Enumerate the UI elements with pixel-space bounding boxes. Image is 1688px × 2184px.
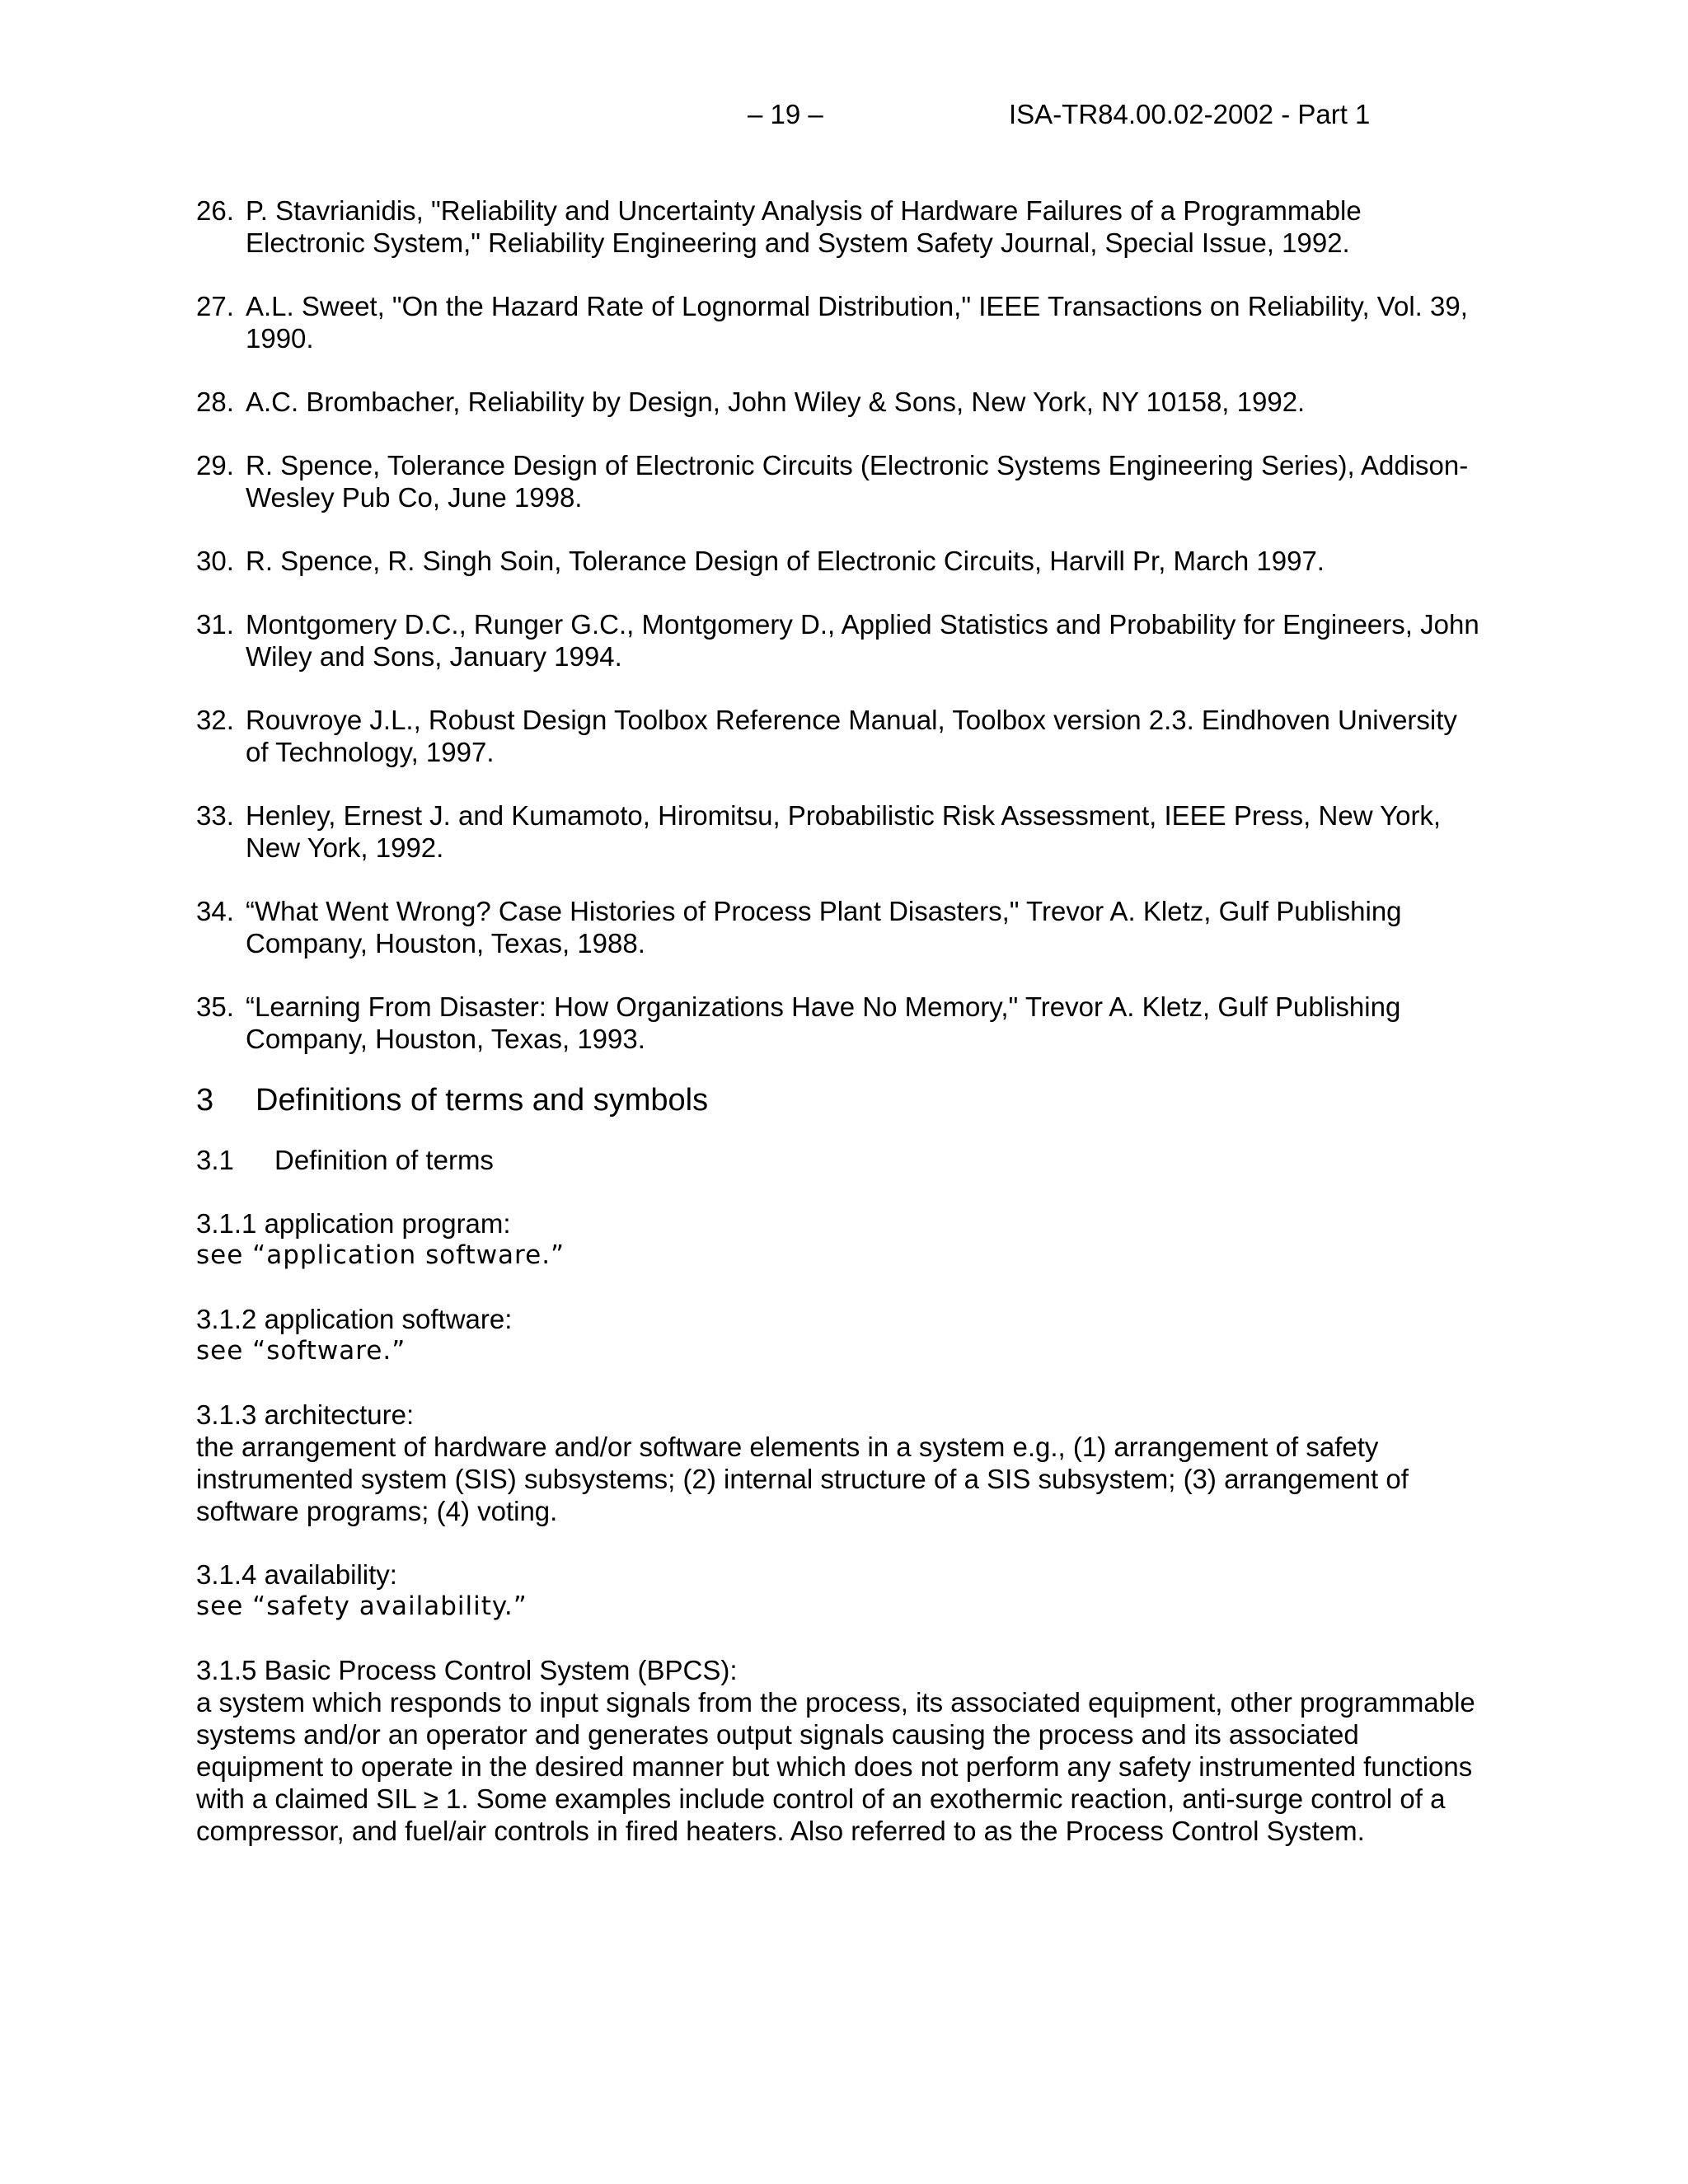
reference-item — [196, 449, 1482, 513]
reference-item — [196, 545, 1482, 577]
reference-item — [196, 290, 1482, 354]
term-title: 3.1.3 architecture: — [196, 1399, 415, 1430]
term-title: 3.1.2 application software: — [196, 1304, 513, 1334]
document-id: ISA-TR84.00.02-2002 - Part 1 — [1009, 99, 1371, 129]
term-title: 3.1.1 application program: — [196, 1208, 511, 1239]
term-entry — [196, 1399, 1482, 1527]
term-definition: a system which responds to input signals from the process, its associated equipment, other programmable systems and/or an operator and generates output signals causing the process and its associated equipment to operate in the desired manner but which does not perform any safety instrumented functions with a claimed SIL ≥ 1. Some examples include control of an exothermic reaction, anti-surge control of a compressor, and fuel/air controls in fired heaters. Also referred to as the Process Control System. — [196, 1687, 1475, 1846]
reference-item — [196, 704, 1482, 768]
reference-number: 28. — [196, 387, 234, 417]
reference-text: R. Spence, R. Singh Soin, Tolerance Design of Electronic Circuits, Harvill Pr, March 1997. — [246, 546, 1325, 576]
reference-item — [196, 386, 1482, 418]
page-content — [196, 194, 1482, 1878]
reference-text: Henley, Ernest J. and Kumamoto, Hiromitsu, Probabilistic Risk Assessment, IEEE Press, New York, New York, 1992. — [246, 800, 1442, 863]
subsection-heading — [196, 1144, 1482, 1176]
reference-number: 27. — [196, 291, 234, 321]
reference-text: A.C. Brombacher, Reliability by Design, John Wiley & Sons, New York, NY 10158, 1992. — [246, 387, 1306, 417]
reference-list — [196, 194, 1482, 1055]
reference-item — [196, 194, 1482, 259]
term-entry — [196, 1207, 1482, 1272]
reference-text: Rouvroye J.L., Robust Design Toolbox Reference Manual, Toolbox version 2.3. Eindhoven University of Technology, 1997. — [246, 705, 1457, 767]
subsection-title: Definition of terms — [274, 1145, 494, 1175]
term-definition: see “software.” — [196, 1336, 406, 1366]
reference-number: 26. — [196, 195, 234, 226]
subsection-number: 3.1 — [196, 1145, 234, 1175]
term-definition: the arrangement of hardware and/or software elements in a system e.g., (1) arrangement of safety instrumented system (SIS) subsystems; (2) internal structure of a SIS subsystem; (3) arrangement of software programs; (4) voting. — [196, 1432, 1409, 1526]
term-entry — [196, 1303, 1482, 1367]
section-number: 3 — [196, 1083, 214, 1118]
term-title: 3.1.4 availability: — [196, 1559, 397, 1590]
reference-text: Montgomery D.C., Runger G.C., Montgomery D., Applied Statistics and Probability for Engineers, John Wiley and Sons, January 1994. — [246, 609, 1479, 672]
reference-number: 33. — [196, 800, 234, 831]
section-heading — [196, 1081, 1482, 1119]
reference-text: “Learning From Disaster: How Organizations Have No Memory," Trevor A. Kletz, Gulf Publishing Company, Houston, Texas, 1993. — [246, 991, 1401, 1054]
reference-number: 31. — [196, 609, 234, 640]
term-entry — [196, 1558, 1482, 1623]
reference-text: A.L. Sweet, "On the Hazard Rate of Lognormal Distribution," IEEE Transactions on Reliability, Vol. 39, 1990. — [246, 291, 1468, 354]
page-number: – 19 – — [748, 99, 823, 129]
reference-number: 32. — [196, 705, 234, 735]
reference-number: 35. — [196, 991, 234, 1022]
reference-number: 29. — [196, 450, 234, 480]
reference-text: R. Spence, Tolerance Design of Electronic Circuits (Electronic Systems Engineering Series), Addison-Wesley Pub Co, June 1998. — [246, 450, 1469, 513]
term-definition: see “safety availability.” — [196, 1591, 528, 1621]
term-title: 3.1.5 Basic Process Control System (BPCS): — [196, 1655, 738, 1685]
reference-text: “What Went Wrong? Case Histories of Process Plant Disasters," Trevor A. Kletz, Gulf Publishing Company, Houston, Texas, 1988. — [246, 896, 1402, 958]
section-title: Definitions of terms and symbols — [256, 1083, 709, 1118]
reference-text: P. Stavrianidis, "Reliability and Uncertainty Analysis of Hardware Failures of a Programmable Electronic System," Reliability Engineering and System Safety Journal, Special Issue, 1992. — [246, 195, 1362, 258]
term-definition: see “application software.” — [196, 1240, 565, 1270]
reference-item — [196, 799, 1482, 864]
reference-number: 34. — [196, 896, 234, 926]
reference-item — [196, 608, 1482, 673]
page-header — [0, 99, 1688, 135]
term-entry — [196, 1654, 1482, 1847]
reference-number: 30. — [196, 546, 234, 576]
reference-item — [196, 895, 1482, 959]
reference-item — [196, 991, 1482, 1055]
